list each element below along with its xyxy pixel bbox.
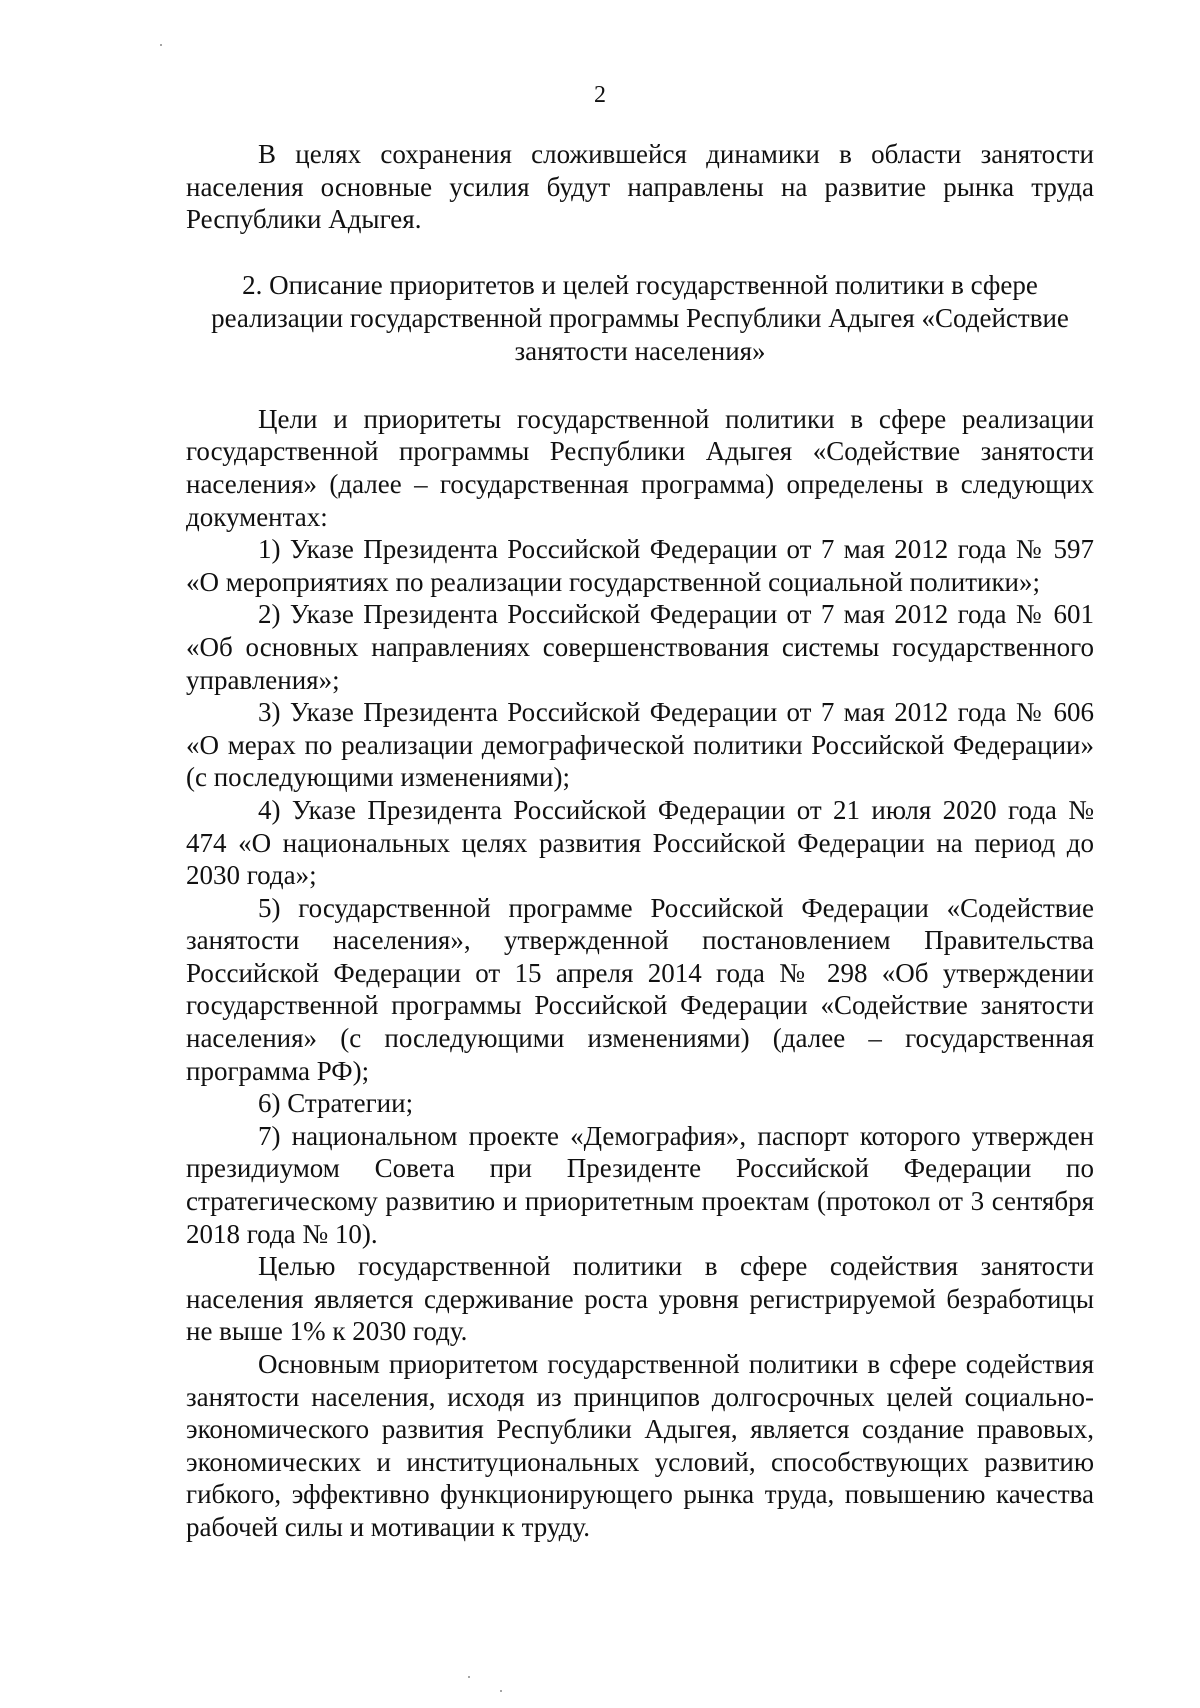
page-number: 2 (594, 82, 606, 108)
list-item: 6) Стратегии; (258, 1088, 414, 1119)
lead-paragraph: Цели и приоритеты государственной политики в сфере реализации государственной программы Республики Адыгея «Содействие занятости населения» (далее – государственная программа) определены в следующих документах: (186, 403, 1094, 532)
list-item: 7) национальном проекте «Демография», паспорт которого утвержден президиумом Совета при Президенте Российской Федерации по стратегическому развитию и приоритетным проектам (протокол от 3 сентября 2018 года № 10). (186, 1120, 1094, 1249)
scan-speck (160, 44, 162, 46)
list-item: 2) Указе Президента Российской Федерации от 7 мая 2012 года № 601 «Об основных направлениях совершенствования системы государственного управления»; (186, 599, 1094, 695)
section-heading-line: занятости населения» (514, 335, 766, 366)
goal-paragraph: Целью государственной политики в сфере содействия занятости населения является сдерживание роста уровня регистрируемой безработицы не выше 1% к 2030 году. (186, 1251, 1094, 1347)
list-item: 3) Указе Президента Российской Федерации от 7 мая 2012 года № 606 «О мерах по реализации демографической политики Российской Федерации» (с последующими изменениями); (186, 697, 1094, 793)
list-item: 1) Указе Президента Российской Федерации от 7 мая 2012 года № 597 «О мероприятиях по реализации государственной социальной политики»; (186, 534, 1094, 597)
section-heading-line: реализации государственной программы Республики Адыгея «Содействие (211, 302, 1069, 333)
documents-list (186, 533, 1094, 1250)
section-heading-line: 2. Описание приоритетов и целей государственной политики в сфере (242, 269, 1038, 300)
priority-paragraph: Основным приоритетом государственной политики в сфере содействия занятости населения, исходя из принципов долгосрочных целей социально-экономического развития Республики Адыгея, является создание правовых, экономических и институциональных условий, способствующих развитию гибкого, эффективно функционирующего рынка труда, повышению качества рабочей силы и мотивации к труду. (186, 1349, 1094, 1542)
list-item: 4) Указе Президента Российской Федерации от 21 июля 2020 года № 474 «О национальных целях развития Российской Федерации на период до 2030 года»; (186, 794, 1094, 891)
scan-speck (468, 1676, 470, 1678)
scan-speck (500, 1690, 502, 1692)
list-item: 5) государственной программе Российской Федерации «Содействие занятости населения», утвержденной постановлением Правительства Российской Федерации от 15 апреля 2014 года № 298 «Об утверждении государственной программы Российской Федерации «Содействие занятости населения» (с последующими изменениями) (далее – государственная программа РФ); (186, 892, 1094, 1086)
section-heading (186, 269, 1094, 368)
intro-paragraph: В целях сохранения сложившейся динамики в области занятости населения основные усилия будут направлены на развитие рынка труда Республики Адыгея. (186, 139, 1094, 235)
document-body (186, 138, 1094, 1544)
